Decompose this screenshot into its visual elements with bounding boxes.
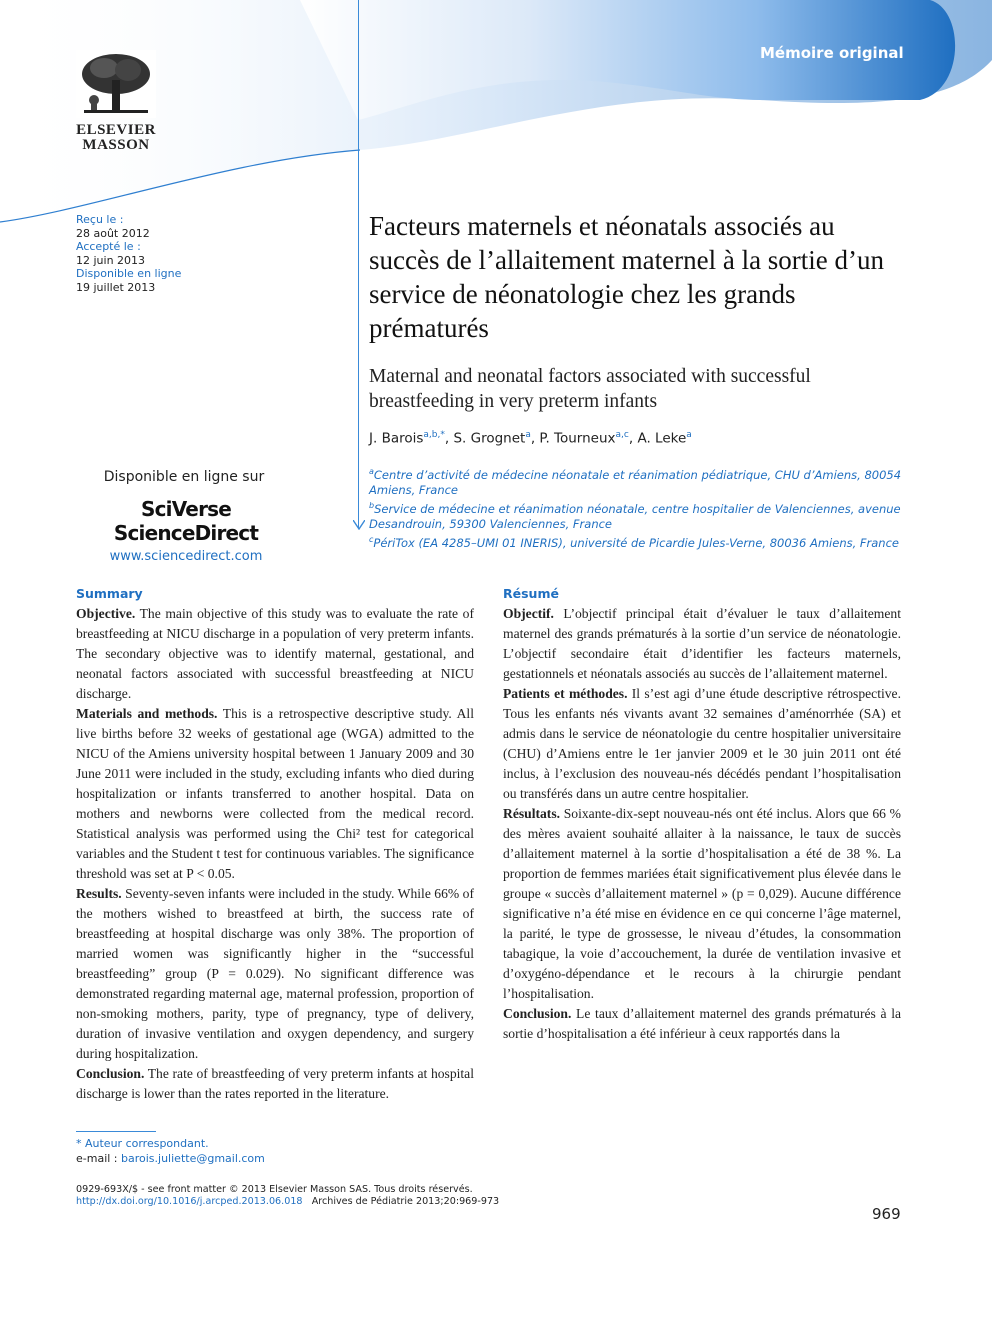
- author-name: P. Tourneux: [539, 430, 616, 447]
- accepted-label: Accepté le :: [76, 240, 141, 254]
- journal-citation: Archives de Pédiatrie 2013;20:969-973: [311, 1196, 500, 1207]
- doi-line: [76, 1196, 499, 1208]
- author-name: J. Barois: [369, 430, 424, 447]
- affiliation-item: $^b$Service de médecine et réanimation néonatale, centre hospitalier de Valenciennes, avenue Desandrouin, 59300 Valenciennes, France: [369, 500, 901, 531]
- article-title: Facteurs maternels et néonatals associés au succès de l’allaitement maternel à la sortie d’un service de néonatologie chez les grands prématurés: [369, 211, 885, 343]
- online-date: 19 juillet 2013: [76, 280, 156, 294]
- sciencedirect-logo: SciVerse ScienceDirect: [113, 497, 259, 545]
- author-name: A. Leke: [637, 430, 687, 447]
- resume-paragraph: Patients et méthodes. Il s’est agi d’une étude descriptive rétrospective. Tous les enfants nés vivants avant 32 semaines d’aménorrhée (SA) et admis dans le service de néonatologie du centre hospitalier universitaire (CHU) d’Amiens entre le 1er janvier 2009 et le 30 juin 2011 ont été inclus, à l’exclusion des nouveau-nés décédés pendant l’hospitalisation ou transférés dans un autre centre hospitalier.: [503, 686, 901, 801]
- sciencedirect-block: [76, 469, 296, 564]
- page-number: 969: [872, 1205, 901, 1223]
- summary-paragraph: Results. Seventy-seven infants were included in the study. While 66% of the mothers wished to breastfeed at birth, the success rate of breastfeeding at hospital discharge was only 38%. The proportion of married women was significantly higher in the “successful breastfeeding” group (P = 0.029). No significant difference was demonstrated regarding maternal age, maternal profession, proportion of non-smoking mothers, parity, type of pregnancy, type of delivery, duration of invasive ventilation and oxygen dependency, and surgery during hospitalization.: [76, 886, 474, 1061]
- sciencedirect-link[interactable]: www.sciencedirect.com: [109, 549, 263, 564]
- copyright: [76, 1184, 499, 1208]
- article-subtitle: Maternal and neonatal factors associated with successful breastfeeding in very preterm infants: [369, 366, 811, 412]
- affiliation-item: $^a$Centre d’activité de médecine néonatale et réanimation pédiatrique, CHU d’Amiens, 80054 Amiens, France: [369, 467, 902, 497]
- vertical-rule: [358, 0, 359, 528]
- received-date: 28 août 2012: [76, 226, 150, 240]
- resume-paragraph: Résultats. Soixante-dix-sept nouveau-nés ont été inclus. Alors que 66 % des mères avaient souhaité allaiter à la naissance, le taux de succès d’allaitement maternel à la sortie d’hospitalisation a été de 38 %. La proportion de femmes mariées était significativement plus élevée dans le groupe « succès d’allaitement maternel » (p = 0,029). Aucune différence significative n’a été mise en évidence en ce qui concerne l’âge maternel, la parité, le type de grossesse, le niveau d’études, la consommation tabagique, la voie d’accouchement, la durée de ventilation invasive et d’oxygéno-dépendance et le recours à la chirurgie pendant l’hospitalisation.: [503, 806, 901, 1001]
- publisher-name-line2: MASSON: [82, 137, 150, 153]
- resume-paragraph: Conclusion. Le taux d’allaitement maternel des grands prématurés à la sortie d’hospitalisation a été inférieur à ceux rapportés dans la: [503, 1006, 901, 1041]
- summary-paragraph: Objective. The main objective of this study was to evaluate the rate of breastfeeding at NICU discharge in a population of very preterm infants. The secondary objective was to identify maternal, gestational, and neonatal factors associated with successful breastfeeding at NICU discharge.: [76, 606, 474, 701]
- rule-arrow-icon: [353, 520, 365, 530]
- summary-paragraph: Conclusion. The rate of breastfeeding of very preterm infants at hospital discharge is lower than the rates reported in the literature.: [76, 1066, 474, 1101]
- footnote-rule: [76, 1131, 156, 1132]
- article-type-badge: Mémoire original: [760, 44, 904, 62]
- email-link[interactable]: barois.juliette@gmail.com: [121, 1152, 265, 1165]
- available-online-text: Disponible en ligne sur: [103, 469, 265, 485]
- article-history: [76, 213, 181, 295]
- resume-heading: Résumé: [503, 586, 559, 601]
- summary-paragraph: Materials and methods. This is a retrospective descriptive study. All live births before 32 weeks of gestational age (WGA) admitted to the NICU of the Amiens university hospital between 1 January 2009 and 30 June 2011 were included in the study, excluding infants who died during hospitalization or infants transferred to another hospital. Data on mothers and newborns were collected from the medical record. Statistical analysis was performed using the Chi² test for categorical variables and the Student t test for continuous variables. The significance threshold was set at P < 0.05.: [76, 706, 475, 881]
- author-sup: a,b,*: [423, 430, 445, 440]
- affiliation-item: $^c$PériTox (EA 4285–UMI 01 INERIS), université de Picardie Jules-Verne, 80036 Amiens, France: [369, 534, 899, 550]
- corresponding-author: * Auteur correspondant.: [76, 1137, 209, 1150]
- copyright-line: 0929-693X/$ - see front matter © 2013 Elsevier Masson SAS. Tous droits réservés.: [76, 1184, 473, 1195]
- summary-heading: Summary: [76, 586, 143, 601]
- publisher-logo: [76, 50, 156, 153]
- online-label: Disponible en ligne: [76, 267, 182, 281]
- summary-english: [76, 586, 474, 1104]
- author-sup: a: [686, 430, 692, 440]
- author-name: S. Grognet: [453, 430, 526, 447]
- affiliations: [369, 464, 914, 550]
- author-sup: a,c: [615, 430, 629, 440]
- resume-paragraph: Objectif. L’objectif principal était d’évaluer le taux d’allaitement maternel des grands prématurés à la sortie d’un service de néonatologie. L’objectif secondaire était d’identifier les facteurs maternels, gestationnels et néonatals associés au succès de l’allaitement maternel.: [503, 606, 901, 681]
- footnote: [76, 1136, 265, 1166]
- summary-french: [503, 586, 901, 1044]
- doi-link[interactable]: http://dx.doi.org/10.1016/j.arcped.2013.06.018: [76, 1196, 303, 1207]
- author-sup: a: [525, 430, 531, 440]
- elsevier-tree-icon: [76, 50, 156, 118]
- accepted-date: 12 juin 2013: [76, 253, 146, 267]
- received-label: Reçu le :: [76, 213, 124, 226]
- author-list: J. Barois$^{a,b,*}$, S. Grognet$^a$, P. Tourneux$^{a,c}$, A. Leke$^a$: [369, 430, 692, 447]
- publisher-name-line1: ELSEVIER: [76, 122, 156, 138]
- email-line: e-mail : barois.juliette@gmail.com: [76, 1152, 265, 1165]
